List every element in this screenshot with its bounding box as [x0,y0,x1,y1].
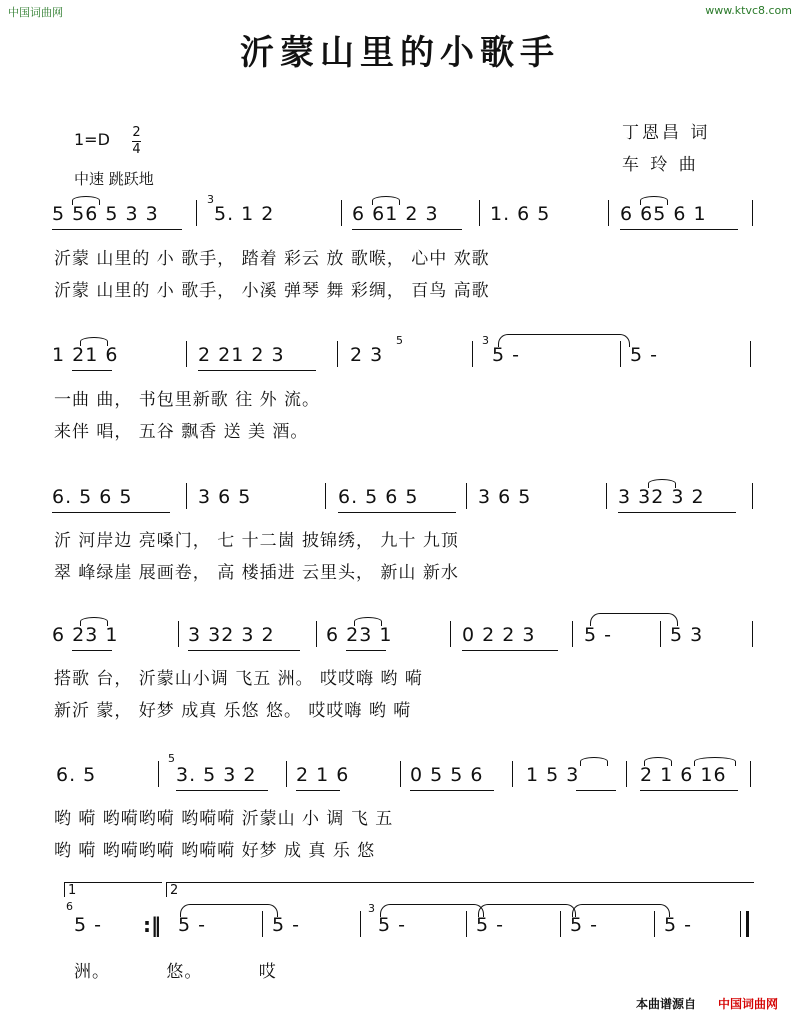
measure: 5 - [476,914,504,936]
barline [178,621,179,647]
measure: 3 6 5 [198,486,252,508]
measure: 1 21 6 [52,344,119,366]
measure: 6. 5 6 5 [338,486,419,508]
measure: 6 65 6 1 [620,203,707,225]
barline [608,200,609,226]
lyric-verse-2: 翠 峰绿崖 展画卷， 高 楼插进 云里头， 新山 新水 [54,563,459,583]
barline [606,483,607,509]
barline [337,341,338,367]
lyric-verse-1: 哟 嗬 哟嗬哟嗬 哟嗬嗬 沂蒙山 小 调 飞 五 [54,809,394,829]
barline [626,761,627,787]
barline [186,341,187,367]
song-title: 沂蒙山里的小歌手 [240,33,560,73]
composer-credit: 车 玲 曲 [622,155,699,175]
measure: 5 - [74,914,102,936]
measure: 0 5 5 6 [410,764,484,786]
measure: 5 - [492,344,520,366]
measure: 2 21 2 3 [198,344,285,366]
repeat-end: :‖ [143,913,161,937]
measure: 3 6 5 [478,486,532,508]
measure: 2 1 6 [296,764,350,786]
lyric-verse-1: 沂 河岸边 亮嗓门， 七 十二崮 披锦绣， 九十 九顶 [54,531,459,551]
measure: 5 3 [670,624,704,646]
measure: 5 - [630,344,658,366]
grace-note: 3 [207,193,214,206]
grace-note: 5 [396,334,403,347]
time-signature-bottom: 4 [132,142,141,157]
barline [286,761,287,787]
measure: 5 56 5 3 3 [52,203,159,225]
measure: 6. 5 6 5 [52,486,133,508]
measure: 5 - [378,914,406,936]
grace-note: 5 [168,752,175,765]
tempo-marking: 中速 跳跃地 [74,170,154,188]
barline [158,761,159,787]
barline [472,341,473,367]
key-signature: 1=D [74,130,110,149]
barline [400,761,401,787]
measure: 3 32 3 2 [188,624,275,646]
barline [479,200,480,226]
time-signature-top: 2 [132,125,141,140]
measure: 6 23 1 [52,624,119,646]
measure: 5. 1 2 [214,203,275,225]
lyric-verse-1: 一曲 曲， 书包里新歌 往 外 流。 [54,390,321,410]
measure: 2 1 6 16 [640,764,727,786]
measure: 5 - [570,914,598,936]
barline [750,761,751,787]
measure: 0 2 2 3 [462,624,536,646]
measure: 5 - [178,914,206,936]
barline [466,483,467,509]
barline [572,621,573,647]
volta-1 [64,882,162,897]
grace-note: 3 [368,902,375,915]
lyric-verse-1: 沂蒙 山里的 小 歌手， 踏着 彩云 放 歌喉， 心中 欢歌 [54,249,490,269]
barline [316,621,317,647]
grace-note: 3 [482,334,489,347]
barline [196,200,197,226]
barline [752,483,753,509]
volta-2 [166,882,754,897]
barline [750,341,751,367]
measure: 3 32 3 2 [618,486,705,508]
footer-source: 本曲谱源自 [636,997,697,1011]
lyric-verse-2: 新沂 蒙， 好梦 成真 乐悠 悠。 哎哎嗨 哟 嗬 [54,701,412,721]
measure: 6 23 1 [326,624,393,646]
measure: 6. 5 [56,764,97,786]
lyric-verse-2: 哟 嗬 哟嗬哟嗬 哟嗬嗬 好梦 成 真 乐 悠 [54,841,376,861]
barline [360,911,361,937]
grace-note: 6 [66,900,73,913]
barline [186,483,187,509]
barline [450,621,451,647]
barline [752,621,753,647]
measure: 1 5 3 [526,764,580,786]
measure: 6 61 2 3 [352,203,439,225]
measure: 1. 6 5 [490,203,551,225]
measure: 3. 5 3 2 [176,764,257,786]
barline [512,761,513,787]
lyric-verse-1: 洲。 悠。 哎 [74,962,277,982]
measure: 2 3 [350,344,384,366]
footer-site[interactable]: 中国词曲网 [718,997,779,1011]
barline [752,200,753,226]
lyric-verse-2: 来伴 唱， 五谷 飘香 送 美 酒。 [54,422,309,442]
barline [341,200,342,226]
barline [325,483,326,509]
watermark-left: 中国词曲网 [8,6,63,19]
volta-2-label: 2 [170,883,179,898]
lyric-verse-1: 搭歌 台， 沂蒙山小调 飞五 洲。 哎哎嗨 哟 嗬 [54,669,423,689]
volta-1-label: 1 [68,883,77,898]
measure: 5 - [584,624,612,646]
final-barline [740,911,749,937]
time-signature [132,126,141,157]
measure: 5 - [664,914,692,936]
watermark-right: www.ktvc8.com [705,4,792,17]
measure: 5 - [272,914,300,936]
lyric-verse-2: 沂蒙 山里的 小 歌手， 小溪 弹琴 舞 彩绸， 百鸟 高歌 [54,281,490,301]
lyricist-credit: 丁恩昌 词 [622,123,711,143]
